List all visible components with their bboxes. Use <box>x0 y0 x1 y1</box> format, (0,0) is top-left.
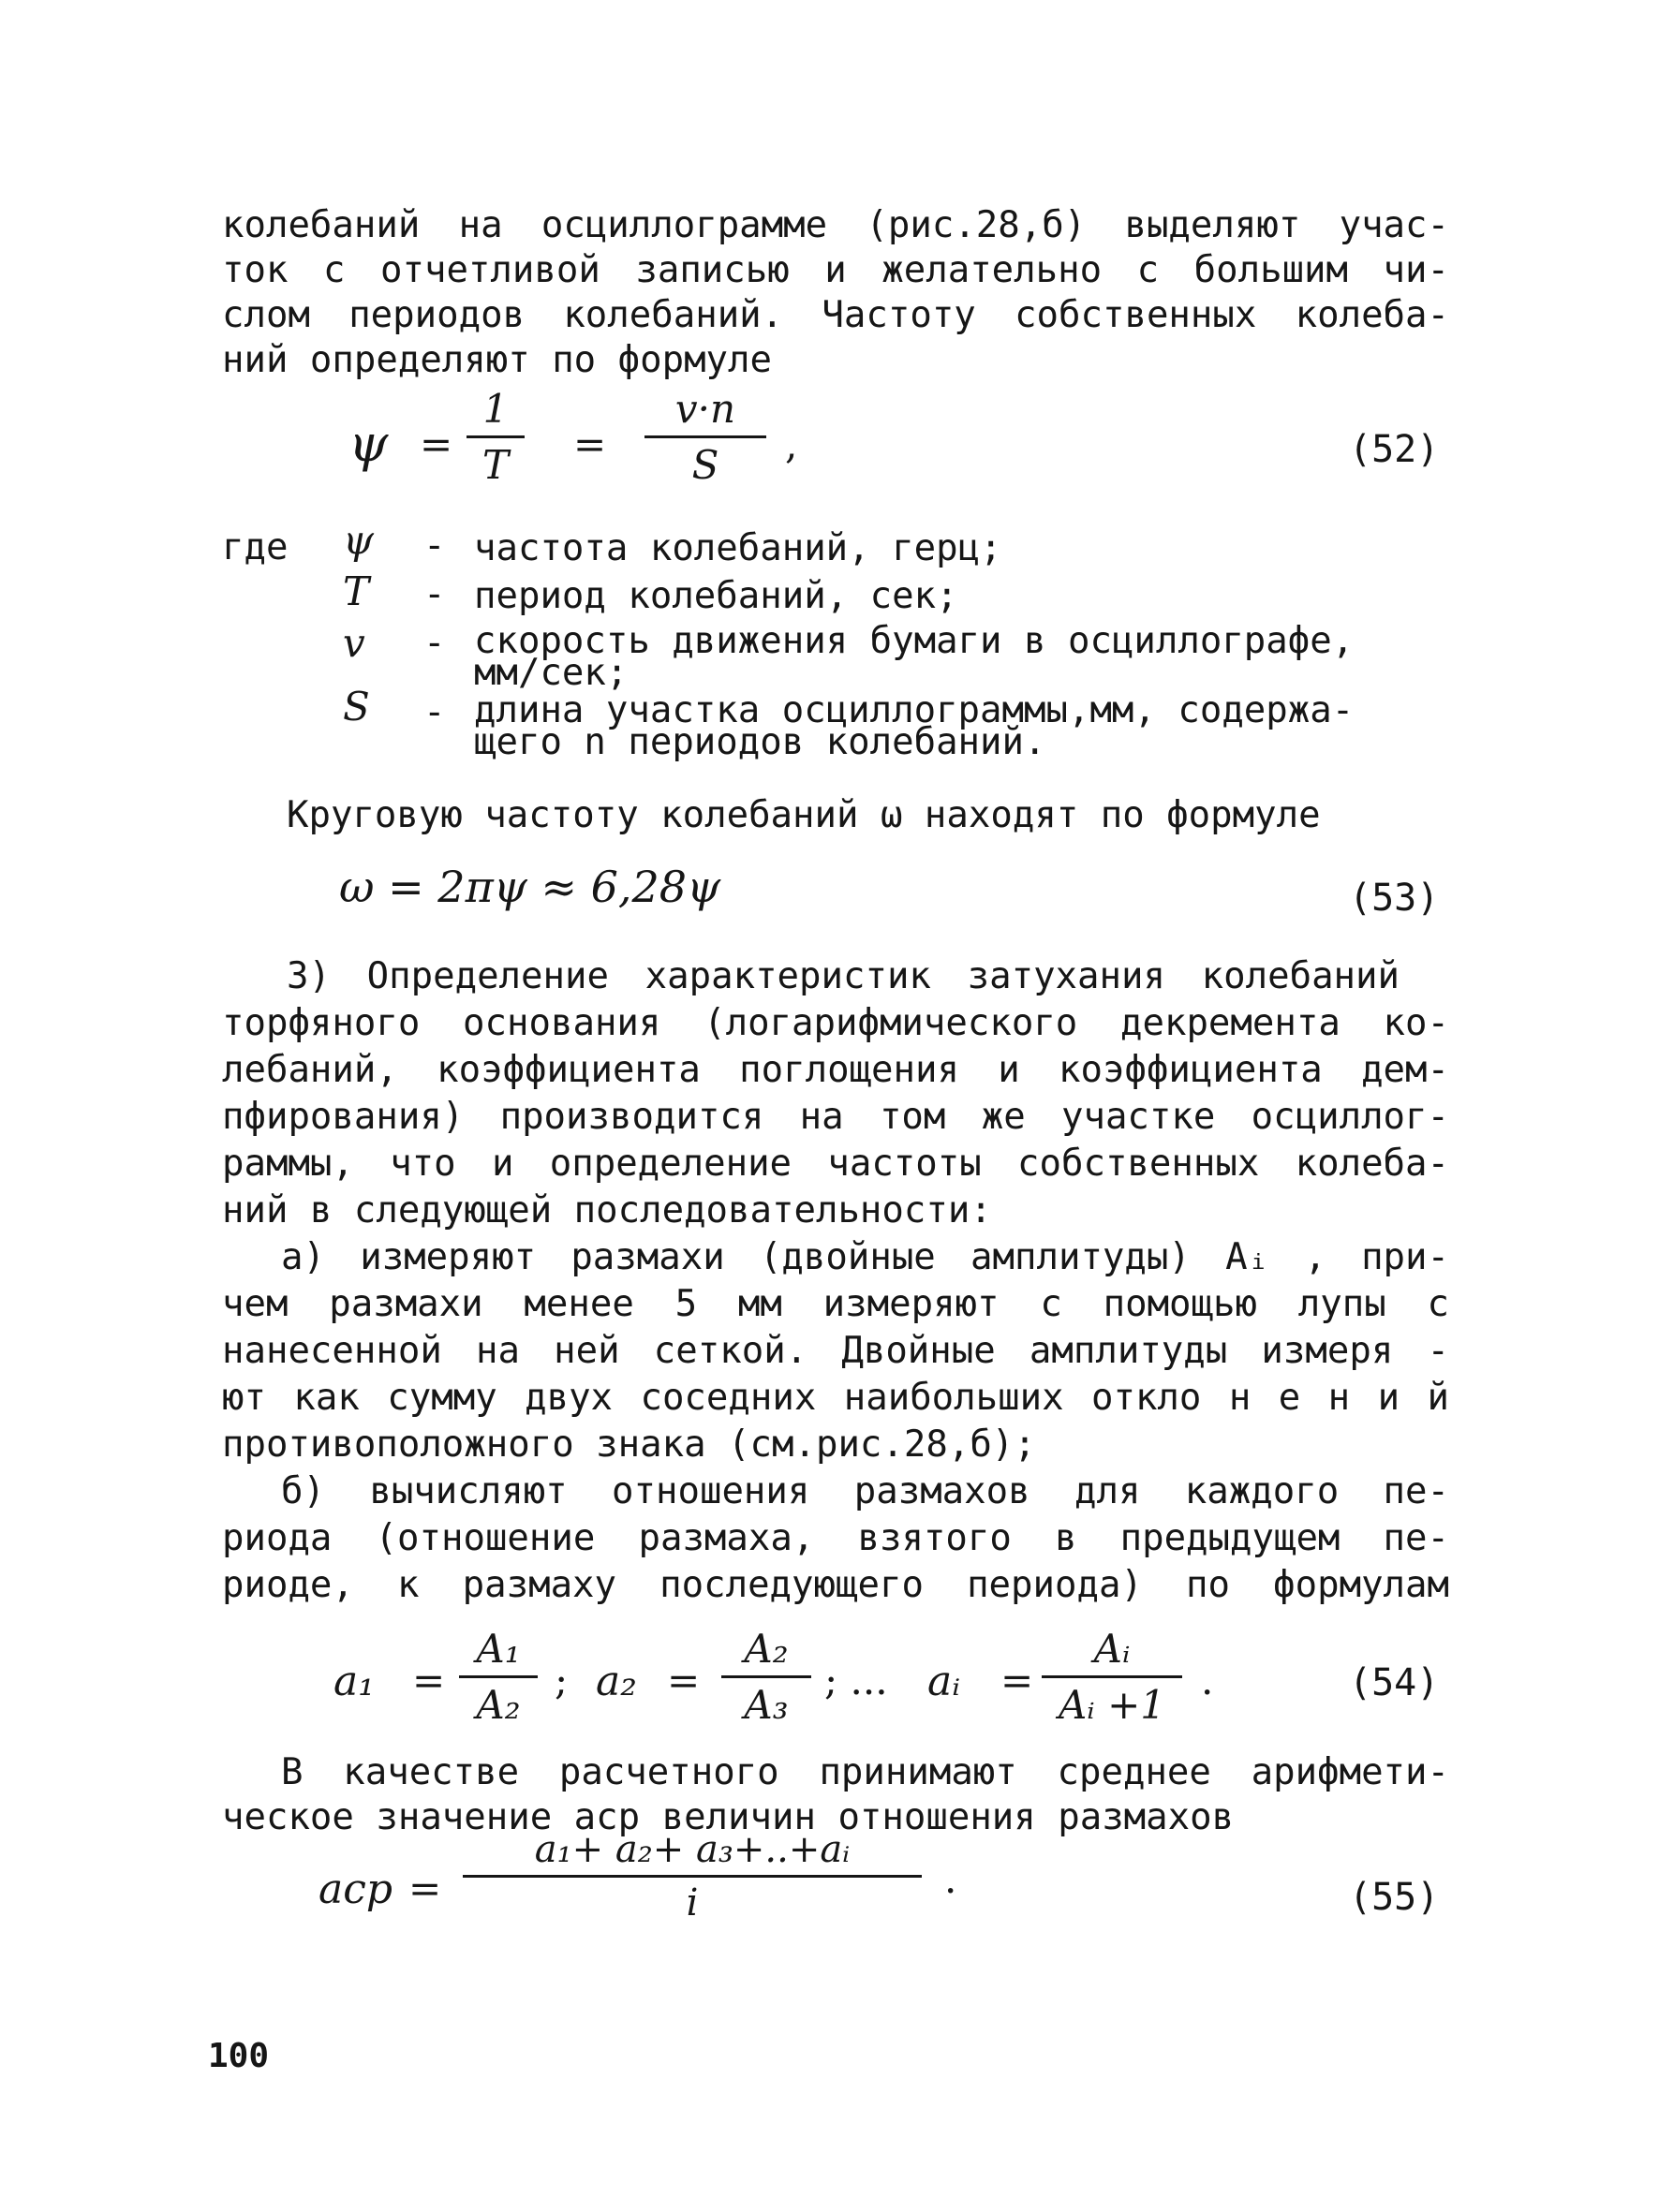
mean-line-1: В качестве расчетного принимают среднее арифмети- <box>281 1751 1449 1793</box>
intro-line-4: ний определяют по формуле <box>222 339 772 381</box>
eq54-separator-2: ; ... <box>824 1658 888 1703</box>
eq55-numerator: a₁+ a₂+ a₃+..+aᵢ <box>534 1828 851 1871</box>
definition-text: частота колебаний, герц; <box>474 527 1002 569</box>
intro-line-3: слом периодов колебаний. Частоту собственных колеба- <box>222 294 1449 336</box>
fraction-bar <box>721 1675 811 1678</box>
where-word: где <box>222 526 289 568</box>
para3-line-6: ний в следующей последовательности: <box>222 1189 992 1231</box>
eq54-ai: aᵢ <box>927 1658 961 1705</box>
para3-line-4: пфирования) производится на том же участке осциллог- <box>222 1096 1449 1138</box>
eq54-a2: a₂ <box>596 1658 637 1705</box>
eq53-number: (53) <box>1349 877 1440 920</box>
eq52-f1-denominator: T <box>481 442 509 488</box>
fraction-bar <box>463 1875 922 1878</box>
item-b-line-3: риоде, к размаху последующего периода) по формулам <box>222 1564 1449 1606</box>
fraction-bar <box>467 435 525 438</box>
item-a-line-5: противоположного знака (см.рис.28,б); <box>222 1423 1036 1466</box>
eq52-f2-numerator: v·n <box>674 386 736 432</box>
eq55-lhs: aср <box>318 1865 393 1913</box>
eq54-f1-numerator: A₁ <box>476 1626 521 1672</box>
definition-symbol: S <box>343 684 370 730</box>
eq54-equals-3: = <box>1000 1658 1034 1703</box>
fraction-bar <box>459 1675 538 1678</box>
eq54-separator-1: ; <box>555 1658 569 1703</box>
eq54-dot: . <box>1201 1658 1214 1703</box>
eq54-fraction-3 <box>1042 1626 1182 1728</box>
eq54-f2-denominator: A₃ <box>744 1682 789 1728</box>
page-number: 100 <box>208 2037 270 2075</box>
fraction-bar <box>1042 1675 1182 1678</box>
definition-text: длина участка осциллограммы,мм, содержа- щего n периодов колебаний. <box>474 689 1355 763</box>
definition-text: скорость движения бумаги в осциллографе, мм/сек; <box>474 620 1355 694</box>
eq55-fraction <box>463 1828 922 1924</box>
eq52-f2-denominator: S <box>691 442 719 488</box>
definition-symbol: v <box>343 620 365 666</box>
definition-text: период колебаний, сек; <box>474 575 958 617</box>
item-a-line-3: нанесенной на ней сеткой. Двойные амплитуды измеря - <box>222 1330 1449 1372</box>
eq52-lhs: ψ <box>348 414 389 473</box>
eq54-number: (54) <box>1349 1661 1440 1704</box>
item-a-line-1: а) измеряют размахи (двойные амплитуды) Aᵢ , при- <box>281 1236 1449 1278</box>
eq52-f1-numerator: 1 <box>482 386 509 432</box>
definition-dash: - <box>423 524 446 567</box>
eq52-equals-2: = <box>573 421 607 467</box>
item-b-line-2: риода (отношение размаха, взятого в предыдущем пе- <box>222 1517 1449 1559</box>
eq55-denominator: i <box>686 1881 699 1924</box>
eq54-fraction-2 <box>721 1626 811 1728</box>
circular-frequency-sentence: Круговую частоту колебаний ω находят по формуле <box>287 794 1321 836</box>
eq54-f3-numerator: Aᵢ <box>1093 1626 1131 1672</box>
definition-dash: - <box>423 573 446 615</box>
item-a-line-4: ют как сумму двух соседних наибольших откло н е н и й <box>222 1377 1449 1419</box>
eq55-dot: . <box>944 1856 957 1902</box>
para3-line-3: лебаний, коэффициента поглощения и коэффициента дем- <box>222 1049 1449 1091</box>
para3-line-5: раммы, что и определение частоты собственных колеба- <box>222 1143 1449 1185</box>
eq52-number: (52) <box>1349 428 1440 471</box>
eq52-fraction-1 <box>467 386 525 488</box>
eq52-equals-1: = <box>420 421 453 467</box>
eq54-f3-denominator: Aᵢ +1 <box>1058 1682 1166 1728</box>
para3-line-1: 3) Определение характеристик затухания колебаний <box>287 955 1400 997</box>
eq54-equals-1: = <box>412 1658 446 1703</box>
eq53-expression: ω = 2πψ ≈ 6,28ψ <box>339 862 721 912</box>
eq52-fraction-2 <box>644 386 766 488</box>
definition-symbol: ψ <box>343 517 374 563</box>
eq52-comma: , <box>785 421 798 467</box>
fraction-bar <box>644 435 766 438</box>
item-b-line-1: б) вычисляют отношения размахов для каждого пе- <box>281 1470 1449 1512</box>
eq54-f1-denominator: A₂ <box>476 1682 521 1728</box>
eq55-equals: = <box>408 1865 442 1911</box>
eq54-fraction-1 <box>459 1626 538 1728</box>
definition-dash: - <box>423 691 446 733</box>
item-a-line-2: чем размахи менее 5 мм измеряют с помощью лупы с <box>222 1283 1449 1325</box>
definition-symbol: T <box>343 568 370 614</box>
intro-line-2: ток с отчетливой записью и желательно с большим чи- <box>222 249 1449 291</box>
intro-line-1: колебаний на осциллограмме (рис.28,б) выделяют учас- <box>222 204 1449 246</box>
para3-line-2: торфяного основания (логарифмического декремента ко- <box>222 1002 1449 1044</box>
mean-line-2: ческое значение aср величин отношения размахов <box>222 1796 1235 1838</box>
eq54-equals-2: = <box>667 1658 701 1703</box>
eq54-a1: a₁ <box>333 1658 375 1705</box>
eq54-f2-numerator: A₂ <box>744 1626 789 1672</box>
eq55-number: (55) <box>1349 1876 1440 1919</box>
definition-dash: - <box>423 622 446 664</box>
